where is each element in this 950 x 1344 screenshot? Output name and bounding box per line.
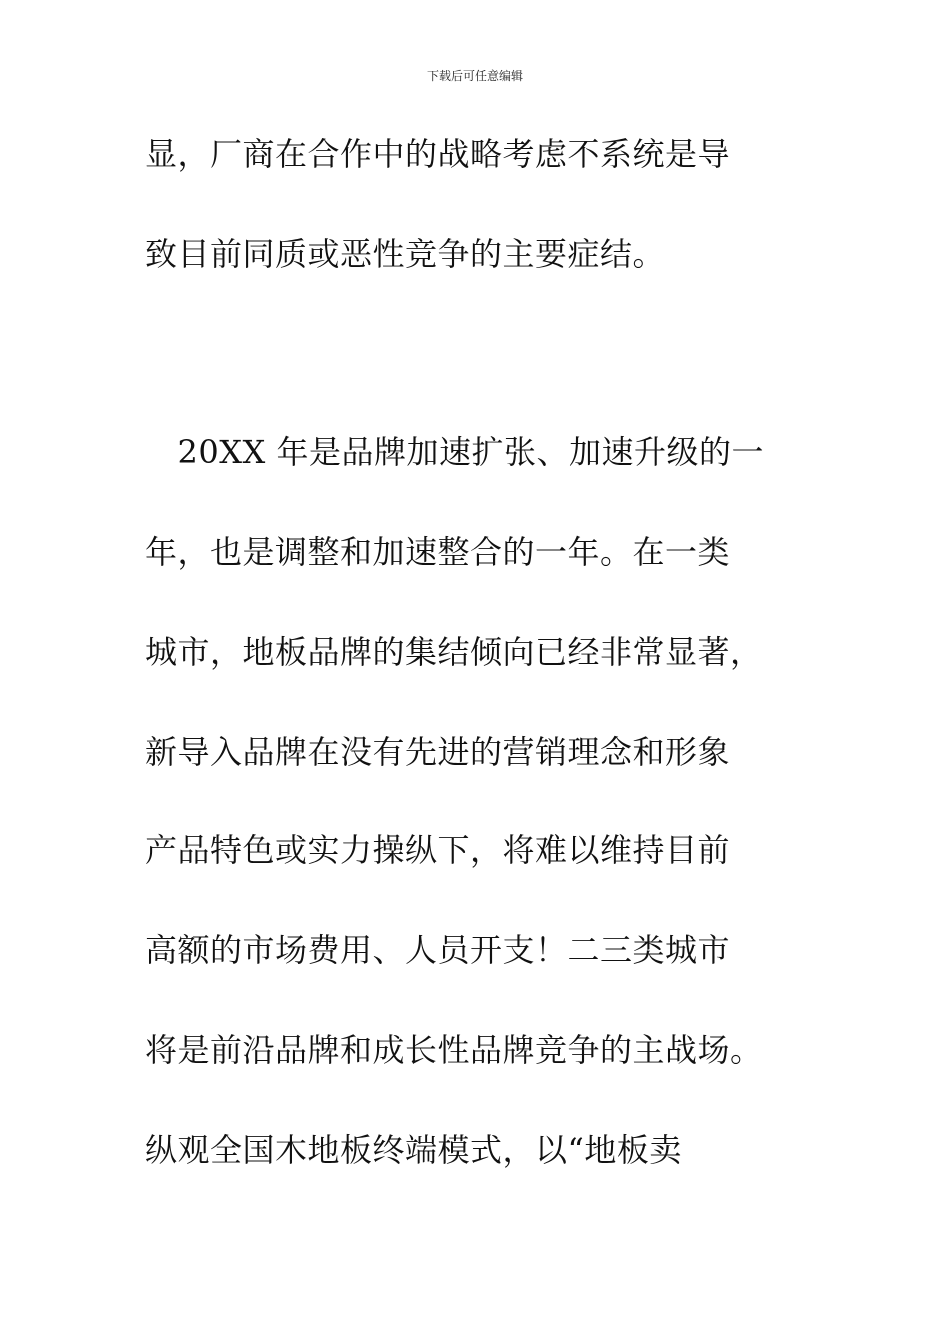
text-line: 致目前同质或恶性竞争的主要症结。 <box>145 235 666 273</box>
header-note: 下载后可任意编辑 <box>426 69 523 83</box>
text-line: 将是前沿品牌和成长性品牌竞争的主战场。 <box>145 1031 763 1069</box>
text-line: 年，也是调整和加速整合的一年。在一类 <box>145 533 731 571</box>
text-line: 显，厂商在合作中的战略考虑不系统是导 <box>145 135 731 173</box>
text-line: 新导入品牌在没有先进的营销理念和形象 <box>145 733 731 771</box>
text-line: 高额的市场费用、人员开支！二三类城市 <box>145 931 731 969</box>
text-line: 城市，地板品牌的集结倾向已经非常显著， <box>145 633 763 671</box>
text-line: 产品特色或实力操纵下，将难以维持目前 <box>145 831 731 869</box>
text-line: 20XX 年是品牌加速扩张、加速升级的一 <box>145 433 764 471</box>
text-line: 纵观全国木地板终端模式，以“地板卖 <box>145 1131 682 1169</box>
